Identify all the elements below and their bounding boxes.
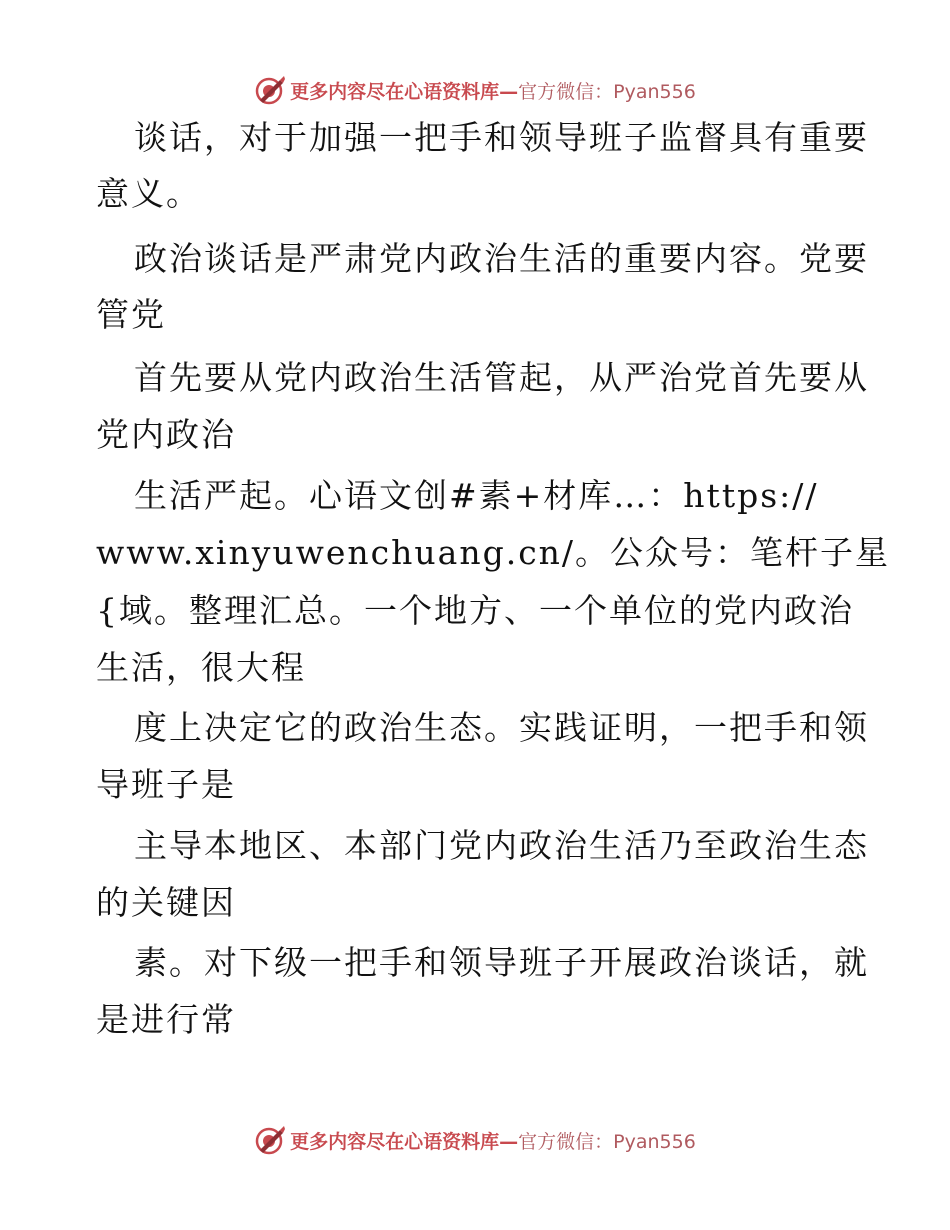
- body-line: 素。对下级一把手和领导班子开展政治谈话，就: [134, 943, 869, 982]
- pen-logo-icon: [254, 74, 286, 106]
- body-line: 生活严起。心语文创#素+材库…：https://: [134, 476, 819, 515]
- body-line: 首先要从党内政治生活管起，从严治党首先要从: [134, 358, 869, 397]
- body-line: 是进行常: [96, 1000, 236, 1039]
- body-line: 谈话，对于加强一把手和领导班子监督具有重要: [134, 118, 869, 157]
- header-banner-text: 更多内容尽在心语资料库—官方微信：Pyan556: [290, 80, 696, 103]
- body-line: 党内政治: [96, 415, 236, 454]
- header-wechat-text: 官方微信：Pyan556: [518, 80, 696, 103]
- header-banner: [0, 70, 950, 110]
- body-line: www.xinyuwenchuang.cn/。公众号：笔杆子星: [96, 533, 891, 572]
- body-line: 导班子是: [96, 765, 236, 804]
- footer-banner: [0, 1120, 950, 1160]
- body-line: 生活，很大程: [96, 648, 306, 687]
- body-line: 意义。: [96, 174, 201, 213]
- footer-banner-text: 更多内容尽在心语资料库—官方微信：Pyan556: [290, 1130, 696, 1153]
- body-line: 政治谈话是严肃党内政治生活的重要内容。党要: [134, 239, 869, 278]
- body-line: 度上决定它的政治生态。实践证明，一把手和领: [134, 708, 869, 747]
- body-line: 的关键因: [96, 883, 236, 922]
- pen-logo-icon: [254, 1124, 286, 1156]
- body-line: 管党: [96, 295, 166, 334]
- body-line: {域。整理汇总。一个地方、一个单位的党内政治: [96, 591, 854, 630]
- footer-wechat-text: 官方微信：Pyan556: [518, 1130, 696, 1153]
- body-line: 主导本地区、本部门党内政治生活乃至政治生态: [134, 826, 869, 865]
